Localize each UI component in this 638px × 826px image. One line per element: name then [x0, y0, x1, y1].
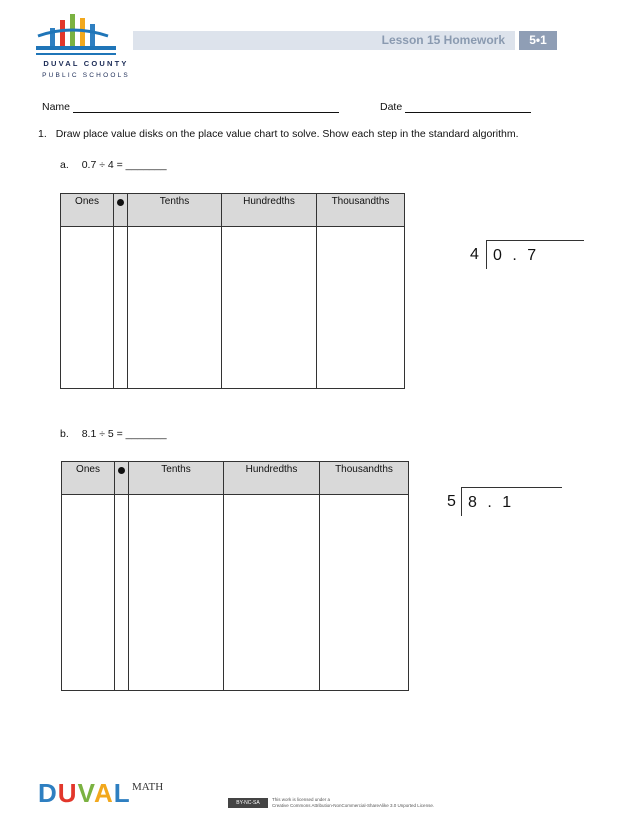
header-ones: Ones [62, 462, 115, 495]
problem-1 [38, 128, 519, 140]
duval-logo-text [38, 778, 131, 808]
division-bracket[interactable] [461, 487, 562, 516]
divisor: 4 [470, 246, 482, 263]
tenths-column[interactable] [128, 227, 222, 389]
part-a-prompt [60, 159, 167, 171]
decimal-column [114, 227, 128, 389]
header-tenths: Tenths [129, 462, 224, 495]
date-line[interactable] [405, 112, 531, 113]
district-logo-icon [36, 10, 131, 56]
decimal-point-header [115, 462, 129, 495]
header-bar [133, 31, 515, 50]
date-label: Date [380, 101, 403, 113]
part-b-label: b. [60, 428, 69, 440]
header-hundredths: Hundredths [224, 462, 320, 495]
divisor: 5 [447, 493, 459, 510]
duval-logo-letter: L [113, 778, 131, 808]
name-line[interactable] [73, 112, 339, 113]
date-field[interactable] [380, 101, 531, 113]
ones-column[interactable] [62, 495, 115, 691]
module-badge: 5•1 [519, 31, 557, 50]
division-bracket[interactable] [486, 240, 584, 269]
header-thousandths: Thousandths [320, 462, 409, 495]
duval-logo-letter: A [93, 778, 114, 808]
decimal-point-icon [118, 467, 125, 474]
lesson-title: Lesson 15 Homework [381, 33, 505, 47]
duval-logo-letter: D [38, 778, 58, 808]
license-text [272, 797, 434, 809]
math-label: MATH [132, 781, 164, 793]
district-name-line2: PUBLIC SCHOOLS [42, 72, 130, 79]
decimal-point-icon [117, 199, 124, 206]
cc-license-icon[interactable]: BY-NC-SA [228, 798, 268, 808]
decimal-column [115, 495, 129, 691]
ones-column[interactable] [61, 227, 114, 389]
district-name [36, 58, 136, 82]
header-tenths: Tenths [128, 194, 222, 227]
duval-logo-letter: U [57, 778, 78, 808]
dividend: 0 . 7 [493, 247, 540, 264]
hundredths-column[interactable] [224, 495, 320, 691]
thousandths-column[interactable] [320, 495, 409, 691]
license-line1: This work is licensed under a [272, 797, 331, 802]
decimal-point-header [114, 194, 128, 227]
problem-number: 1. [38, 128, 47, 140]
duval-logo-letter: V [77, 778, 94, 808]
name-label: Name [42, 101, 71, 113]
part-a-label: a. [60, 159, 69, 171]
part-b-prompt [60, 428, 167, 440]
duval-math-logo [38, 778, 131, 809]
district-name-line1: DUVAL COUNTY [43, 59, 129, 68]
thousandths-column[interactable] [317, 227, 405, 389]
name-field[interactable] [42, 101, 339, 113]
header-ones: Ones [61, 194, 114, 227]
header-hundredths: Hundredths [222, 194, 317, 227]
header-thousandths: Thousandths [317, 194, 405, 227]
dividend: 8 . 1 [468, 494, 515, 511]
place-value-chart-b [61, 461, 409, 691]
part-a-expression: 0.7 ÷ 4 = _______ [81, 159, 167, 171]
place-value-chart-a [60, 193, 405, 389]
tenths-column[interactable] [129, 495, 224, 691]
problem-instruction: Draw place value disks on the place value chart to solve. Show each step in the standard algorithm. [55, 128, 519, 140]
license-line2[interactable]: Creative Commons Attribution-NonCommercial-ShareAlike 3.0 Unported License. [272, 803, 435, 808]
part-b-expression: 8.1 ÷ 5 = _______ [81, 428, 167, 440]
hundredths-column[interactable] [222, 227, 317, 389]
